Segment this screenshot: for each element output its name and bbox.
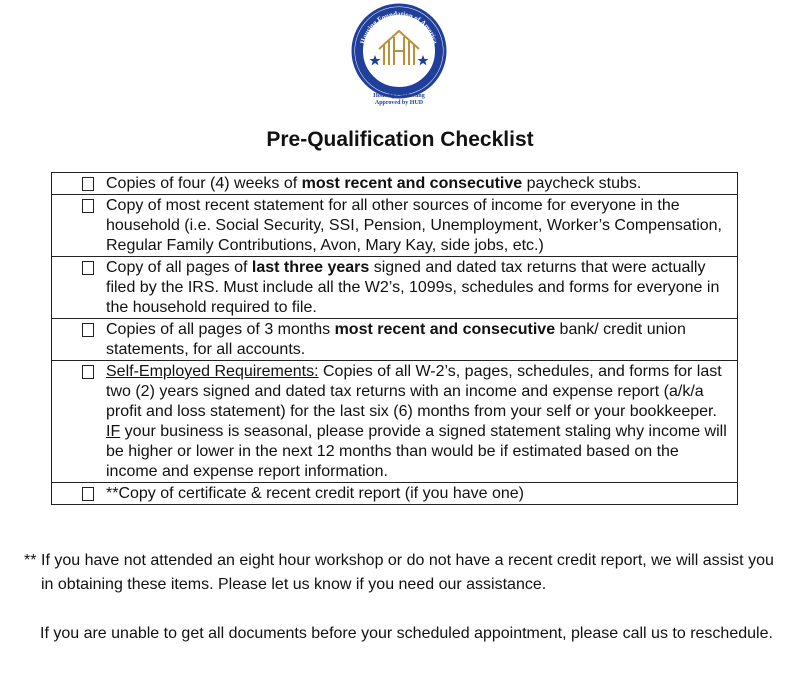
checklist-row — [52, 319, 738, 361]
checklist-item-text: Copies of all pages of 3 months most recent and consecutive bank/ credit union statements, for all accounts. — [106, 321, 686, 358]
credit-report-note — [24, 549, 784, 597]
checklist-row — [52, 195, 738, 257]
credit-report-note-text: If you have not attended an eight hour workshop or do not have a recent credit report, we will assist you in obtaining these items. Please let us know if you need our assistance. — [41, 552, 774, 593]
reschedule-note: If you are unable to get all documents before your scheduled appointment, please call us to reschedule. — [40, 625, 773, 642]
checklist-row — [52, 361, 738, 483]
checklist-item-text: Copies of four (4) weeks of most recent and consecutive paycheck stubs. — [106, 175, 642, 192]
checkbox-icon[interactable] — [82, 177, 94, 191]
checklist-item-text: Self-Employed Requirements: Copies of all W-2’s, pages, schedules, and forms for last two (2) years signed and dated tax returns with an income and expense report (a/k/a profit and loss statement) for the last six (6) months from your self or your bookkeeper. IF your business is seasonal, please provide a signed statement staling why income will be higher or lower in the next 12 months than would be if estimated based on the income and expense report information. — [106, 363, 727, 480]
checklist-row — [52, 257, 738, 319]
checklist-table — [51, 172, 738, 505]
checkbox-icon[interactable] — [82, 487, 94, 501]
checklist-row — [52, 483, 738, 505]
checkbox-icon[interactable] — [82, 323, 94, 337]
checkbox-icon[interactable] — [82, 199, 94, 213]
note-asterisks: ** — [24, 552, 37, 569]
logo-ring-text: Housing Foundation of America — [358, 9, 440, 45]
logo-tagline-2: Approved by HUD — [374, 100, 424, 106]
checkbox-icon[interactable] — [82, 261, 94, 275]
logo-initials: HFA — [391, 80, 407, 88]
logo-tagline-1: Housing Counseling — [373, 93, 425, 99]
checklist-item-text: **Copy of certificate & recent credit report (if you have one) — [106, 485, 524, 502]
checkbox-icon[interactable] — [82, 365, 94, 379]
checklist-item-text: Copy of all pages of last three years signed and dated tax returns that were actually filed by the IRS. Must include all the W2’s, 1099s, schedules and forms for everyone in the household required to file. — [106, 259, 720, 316]
checklist-item-text: Copy of most recent statement for all other sources of income for everyone in the household (i.e. Social Security, SSI, Pension, Unemployment, Worker’s Compensation, Regular Family Contributions, Avon, Mary Kay, side jobs, etc.) — [106, 197, 722, 254]
page-title: Pre-Qualification Checklist — [266, 128, 534, 151]
hfa-logo — [351, 3, 447, 106]
checklist-row — [52, 173, 738, 195]
